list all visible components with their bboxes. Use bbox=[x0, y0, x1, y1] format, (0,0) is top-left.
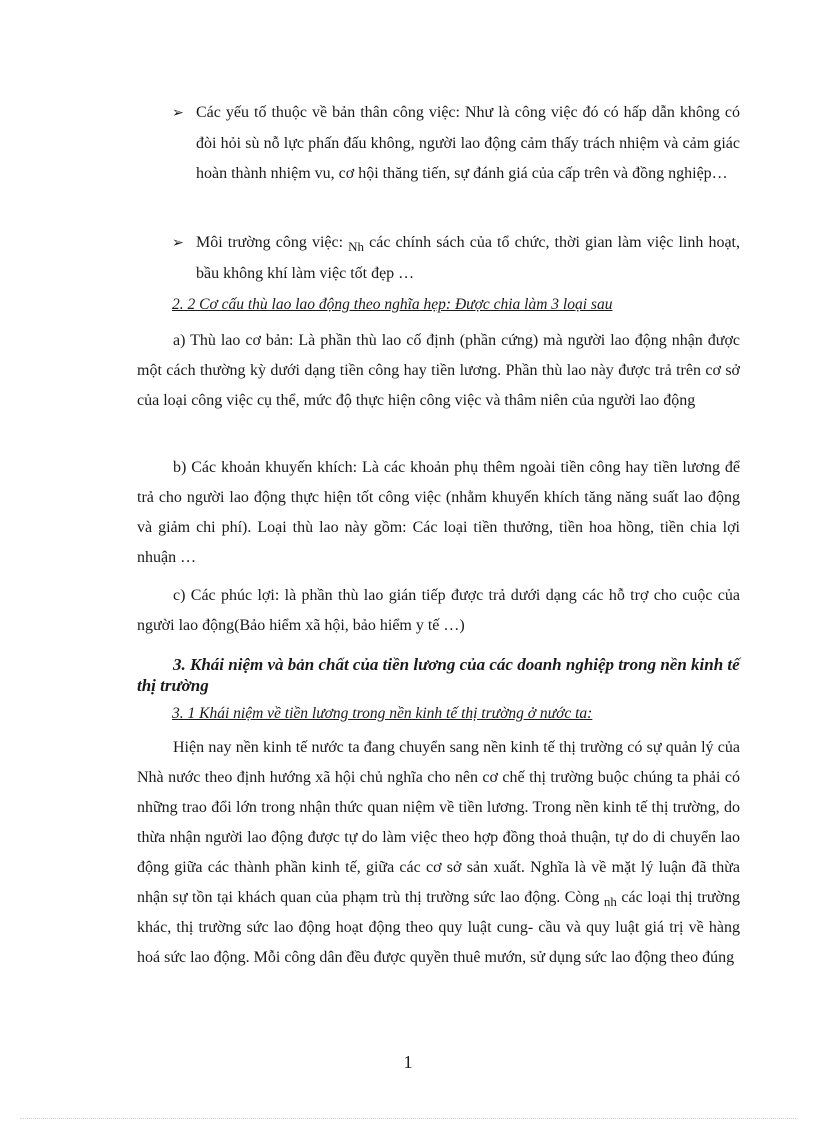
arrow-bullet-icon: ➢ bbox=[172, 235, 184, 251]
heading-section-3: 3. Khái niệm và bản chất của tiền lương của các doanh nghiệp trong nền kinh tế thị trường bbox=[137, 655, 740, 695]
bottom-divider bbox=[20, 1118, 796, 1119]
body-text-post: các loại thị trường khác, thị trường sức lao động hoạt động theo quy luật cung- cầu và quy luật giá trị về hàng hoá sức lao động. Mỗi công dân đều được quyền thuê mướn, sử dụng sức lao động theo đúng bbox=[137, 889, 741, 966]
paragraph-body bbox=[137, 733, 740, 973]
small-fragment: nh bbox=[603, 894, 617, 909]
paragraph-a: a) Thù lao cơ bản: Là phần thù lao cố định (phần cứng) mà người lao động nhận được một cách thường kỳ dưới dạng tiền công hay tiền lương. Phần thù lao này được trả trên cơ sở của loại công việc cụ thể, mức độ thực hiện công việc và thâm niên của người lao động bbox=[137, 332, 740, 409]
small-fragment: Nh bbox=[348, 239, 365, 254]
bullet-text bbox=[196, 228, 740, 289]
paragraph-b: b) Các khoản khuyến khích: Là các khoản phụ thêm ngoài tiền công hay tiền lương để trả cho người lao động thực hiện tốt công việc (nhằm khuyến khích tăng năng suất lao động và giảm chi phí). Loại thù lao này gồm: Các loại tiền thưởng, tiền hoa hồng, tiền chia lợi nhuận … bbox=[137, 459, 740, 566]
bullet-text-post: các chính sách của tổ chức, thời gian làm việc linh hoạt, bầu không khí làm việc tốt đẹp … bbox=[196, 234, 741, 282]
heading-3-1: 3. 1 Khái niệm về tiền lương trong nền kinh tế thị trường ở nước ta: bbox=[172, 705, 593, 722]
bullet-job-factors bbox=[172, 98, 740, 190]
paragraph-c: c) Các phúc lợi: là phần thù lao gián tiếp được trả dưới dạng các hỗ trợ cho cuộc của người lao động(Bảo hiểm xã hội, bảo hiểm y tế …) bbox=[137, 587, 740, 634]
bullet-work-environment bbox=[172, 228, 740, 289]
bullet-text: Các yếu tố thuộc về bản thân công việc: Như là công việc đó có hấp dẫn không có đòi hỏi sù nỗ lực phấn đấu không, người lao động cảm thấy trách nhiệm và cảm giác hoàn thành nhiệm vu, cơ hội thăng tiến, sự đánh giá của cấp trên và đồng nghiệp… bbox=[196, 104, 740, 182]
page-number: 1 bbox=[403, 1052, 413, 1072]
bullet-text-pre: Môi trường công việc: bbox=[196, 234, 349, 251]
heading-2-2: 2. 2 Cơ cấu thù lao lao động theo nghĩa hẹp: Được chia làm 3 loại sau bbox=[172, 296, 613, 313]
arrow-bullet-icon: ➢ bbox=[172, 105, 184, 121]
body-text-pre: Hiện nay nền kinh tế nước ta đang chuyển sang nền kinh tế thị trường có sự quản lý của Nhà nước theo định hướng xã hội chủ nghĩa cho nên cơ chế thị trường buộc chúng ta phải có những trao đổi lớn trong nhận thức quan niệm về tiền lương. Trong nền kinh tế thị trường, do thừa nhận người lao động được tự do làm việc theo hợp đồng thoả thuận, tự do di chuyển lao động giữa các thành phần kinh tế, giữa các cơ sở sản xuất. Nghĩa là về mặt lý luận đã thừa nhận sự tồn tại khách quan của phạm trù thị trường sức lao động. Còng bbox=[137, 739, 740, 906]
